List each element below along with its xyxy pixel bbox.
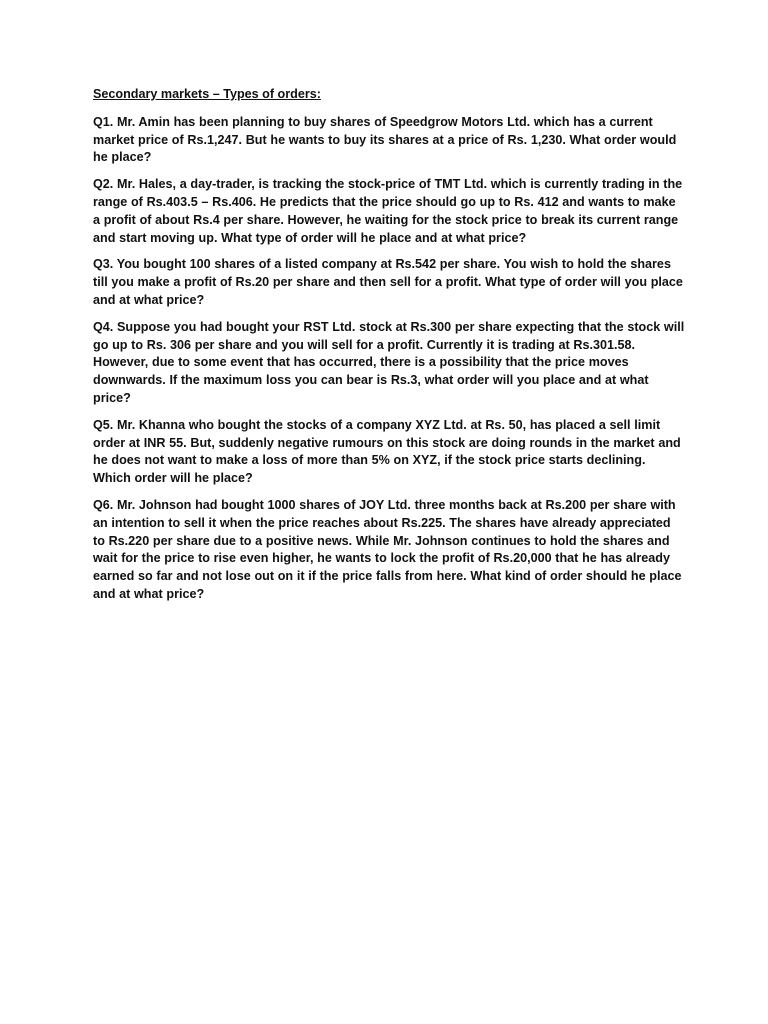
document-heading: Secondary markets – Types of orders: bbox=[93, 87, 321, 101]
question-1: Q1. Mr. Amin has been planning to buy shares of Speedgrow Motors Ltd. which has a current market price of Rs.1,247. But he wants to buy its shares at a price of Rs. 1,230. What order would he place? bbox=[93, 114, 677, 165]
document-page bbox=[93, 86, 685, 613]
question-5: Q5. Mr. Khanna who bought the stocks of a company XYZ Ltd. at Rs. 50, has placed a sell limit order at INR 55. But, suddenly negative rumours on this stock are doing rounds in the market and he does not want to make a loss of more than 5% on XYZ, if the stock price starts declining. Which order will he place? bbox=[93, 417, 681, 486]
question-6: Q6. Mr. Johnson had bought 1000 shares of JOY Ltd. three months back at Rs.200 per share with an intention to sell it when the price reaches about Rs.225. The shares have already appreciated to Rs.220 per share due to a positive news. While Mr. Johnson continues to hold the shares and wait for the price to rise even higher, he wants to lock the profit of Rs.20,000 that he has already earned so far and not lose out on it if the price falls from here. What kind of order should he place and at what price? bbox=[93, 497, 682, 601]
question-4: Q4. Suppose you had bought your RST Ltd. stock at Rs.300 per share expecting that the stock will go up to Rs. 306 per share and you will sell for a profit. Currently it is trading at Rs.301.58. However, due to some event that has occurred, there is a possibility that the price moves downwards. If the maximum loss you can bear is Rs.3, what order will you place and at what price? bbox=[93, 319, 685, 405]
question-2: Q2. Mr. Hales, a day-trader, is tracking the stock-price of TMT Ltd. which is currently trading in the range of Rs.403.5 – Rs.406. He predicts that the price should go up to Rs. 412 and wants to make a profit of about Rs.4 per share. However, he waiting for the stock price to break its current range and start moving up. What type of order will he place and at what price? bbox=[93, 177, 683, 245]
question-3: Q3. You bought 100 shares of a listed company at Rs.542 per share. You wish to hold the shares till you make a profit of Rs.20 per share and then sell for a profit. What type of order will you place and at what price? bbox=[93, 257, 683, 307]
